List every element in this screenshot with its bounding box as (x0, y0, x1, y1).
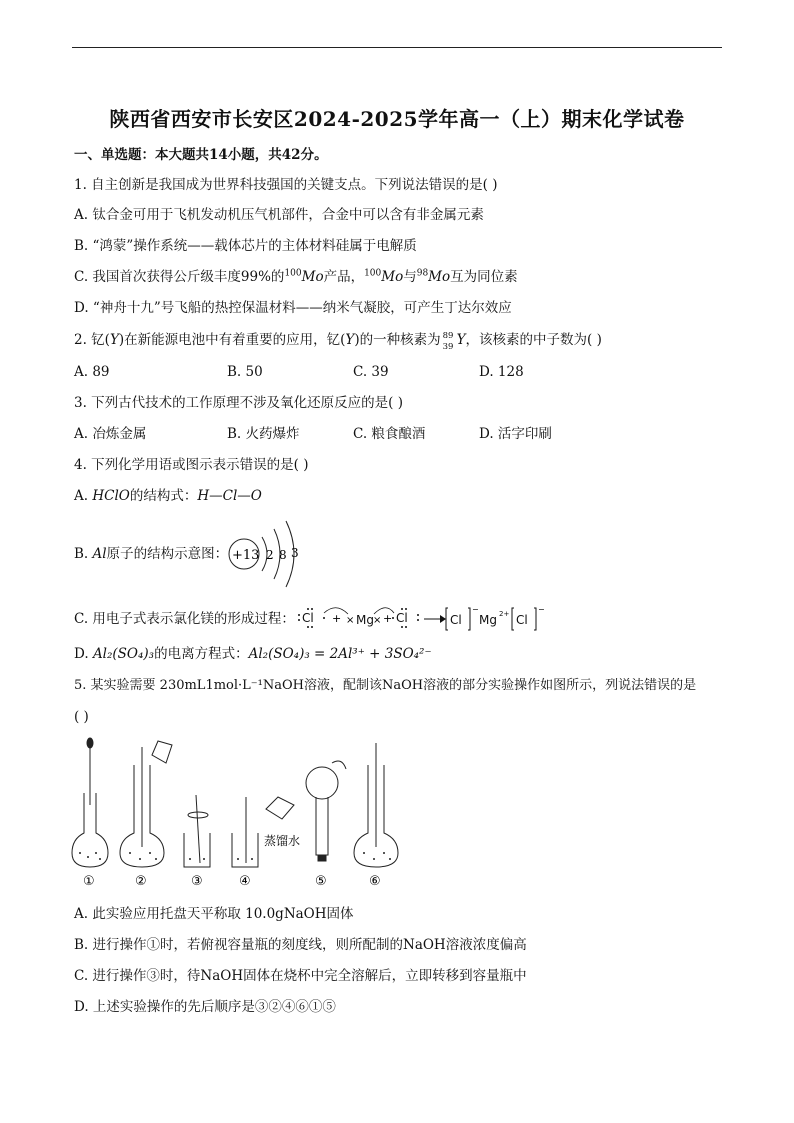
q1-c-mid1: 产品， (323, 269, 365, 285)
pour-beaker-2 (152, 741, 172, 763)
step-label-6: ⑥ (369, 874, 381, 889)
q5-option-b: B. 进行操作①时，若俯视容量瓶的刻度线，则所配制的NaOH溶液浓度偏高 (74, 937, 527, 953)
plus-1: + (332, 612, 342, 625)
q4-d-pre: D. (74, 646, 93, 662)
q2-atomic: 39 (442, 342, 454, 352)
q4-option-d (74, 645, 432, 663)
mgcl2-electron-formula (296, 600, 556, 636)
flask-5 (306, 767, 338, 799)
cross-2: × (373, 615, 382, 626)
step-label-5: ⑤ (315, 874, 327, 889)
q2-mid1: )在新能源电池中有着重要的应用，钇( (118, 332, 346, 348)
shell-3-count: 3 (291, 546, 299, 560)
q3-option-d: D. 活字印刷 (479, 426, 552, 442)
q3-stem: 3. 下列古代技术的工作原理不涉及氧化还原反应的是( ) (74, 395, 403, 411)
q4-d-mid: 的电离方程式： (154, 646, 249, 662)
q5-stem-2: ( ) (74, 709, 89, 725)
mg-atom: Mg (356, 613, 374, 627)
q4-a-pre: A. (74, 488, 93, 504)
q1-c-sym2: Mo (381, 269, 404, 285)
step-label-1: ① (83, 874, 95, 889)
shell-1-count: 2 (266, 548, 274, 562)
plus-2: + (383, 612, 393, 625)
q4-b-sym: Al (92, 546, 107, 562)
product-cl-2: Cl (516, 613, 528, 627)
cl-left: Cl (302, 611, 314, 625)
q4-a-struct: H—Cl—O (197, 488, 262, 504)
top-rule (72, 47, 722, 48)
step-label-4: ④ (239, 874, 251, 889)
q4-d-formula: Al₂(SO₄)₃ (92, 646, 155, 662)
q4-b-pre: B. (74, 546, 93, 562)
cross-1: × (346, 615, 355, 626)
q4-option-b (74, 545, 228, 563)
q1-c-sym1: Mo (301, 269, 324, 285)
q1-option-b: B. “鸿蒙”操作系统——载体芯片的主体材料硅属于电解质 (74, 238, 417, 254)
q5-option-c: C. 进行操作③时，待NaOH固体在烧杯中完全溶解后，立即转移到容量瓶中 (74, 968, 527, 984)
nucleus-label: +13 (232, 548, 260, 563)
q4-option-c: C. 用电子式表示氯化镁的形成过程： (74, 611, 295, 627)
al-atom-diagram (222, 515, 312, 590)
shell-2-count: 8 (279, 548, 287, 562)
q5-stem: 5. 某实验需要 230mL1mol·L⁻¹NaOH溶液，配制该NaOH溶液的部分实验操作如图所示，列说法错误的是 (74, 678, 697, 693)
q1-c-mass2: 100 (364, 268, 382, 279)
q2-y2: Y (345, 332, 355, 348)
q1-stem: 1. 自主创新是我国成为世界科技强国的关键支点。下列说法错误的是( ) (74, 177, 498, 193)
q5-option-d: D. 上述实验操作的先后顺序是③②④⑥①⑤ (74, 999, 336, 1015)
q1-c-pre: C. 我国首次获得公斤级丰度99%的 (74, 269, 285, 285)
q3-option-a: A. 冶炼金属 (74, 426, 147, 442)
q5-option-a: A. 此实验应用托盘天平称取 10.0gNaOH固体 (74, 906, 354, 922)
cl-charge-2: − (538, 605, 545, 614)
product-cl-1: Cl (450, 613, 462, 627)
q2-y1: Y (109, 332, 119, 348)
mg-charge: 2+ (499, 610, 510, 618)
distilled-water-label: 蒸馏水 (264, 834, 301, 848)
experiment-diagram (70, 735, 400, 895)
q3-option-c: C. 粮食酿酒 (353, 426, 426, 442)
q2-y3: Y (456, 332, 466, 348)
q2-mid2: )的一种核素为 (354, 332, 441, 348)
q1-c-mid2: 与 (403, 269, 417, 285)
q2-pre: 2. 钇( (74, 332, 110, 348)
q4-stem: 4. 下列化学用语或图示表示错误的是( ) (74, 457, 309, 473)
cl-charge-1: − (472, 605, 479, 614)
q2-option-b: B. 50 (227, 364, 263, 380)
page-title: 陕西省西安市长安区2024-2025学年高一（上）期末化学试卷 (109, 107, 685, 131)
q2-isotope-numbers (441, 331, 457, 352)
q1-c-mass1: 100 (284, 268, 302, 279)
q2-post: ，该核素的中子数为( ) (465, 332, 602, 348)
wash-bottle (266, 797, 294, 819)
step-label-2: ② (135, 874, 147, 889)
q1-option-c (74, 268, 518, 286)
q2-mass: 89 (442, 331, 454, 341)
q4-a-mid: 的结构式： (129, 488, 198, 504)
q2-stem (74, 331, 602, 352)
q4-b-post: 原子的结构示意图： (106, 546, 229, 562)
product-mg: Mg (479, 613, 497, 627)
q1-c-post: 互为同位素 (450, 269, 518, 285)
cl-right: Cl (396, 611, 408, 625)
beaker-3 (184, 833, 210, 867)
q1-c-sym3: Mo (428, 269, 451, 285)
q2-option-c: C. 39 (353, 364, 389, 380)
q2-option-d: D. 128 (479, 364, 524, 380)
q4-d-eq: Al₂(SO₄)₃ = 2Al³⁺ + 3SO₄²⁻ (248, 646, 432, 662)
q1-c-mass3: 98 (416, 268, 429, 279)
q3-option-b: B. 火药爆炸 (227, 426, 300, 442)
q1-option-d: D. “神舟十九”号飞船的热控保温材料——纳米气凝胶，可产生丁达尔效应 (74, 300, 512, 316)
q4-option-a (74, 487, 262, 505)
section-heading: 一、单选题：本大题共14小题，共42分。 (74, 147, 328, 163)
q1-option-a: A. 钛合金可用于飞机发动机压气机部件，合金中可以含有非金属元素 (74, 207, 484, 223)
q2-option-a: A. 89 (74, 364, 110, 380)
step-label-3: ③ (191, 874, 203, 889)
q4-a-formula: HClO (92, 488, 130, 504)
beaker-4 (232, 833, 258, 867)
